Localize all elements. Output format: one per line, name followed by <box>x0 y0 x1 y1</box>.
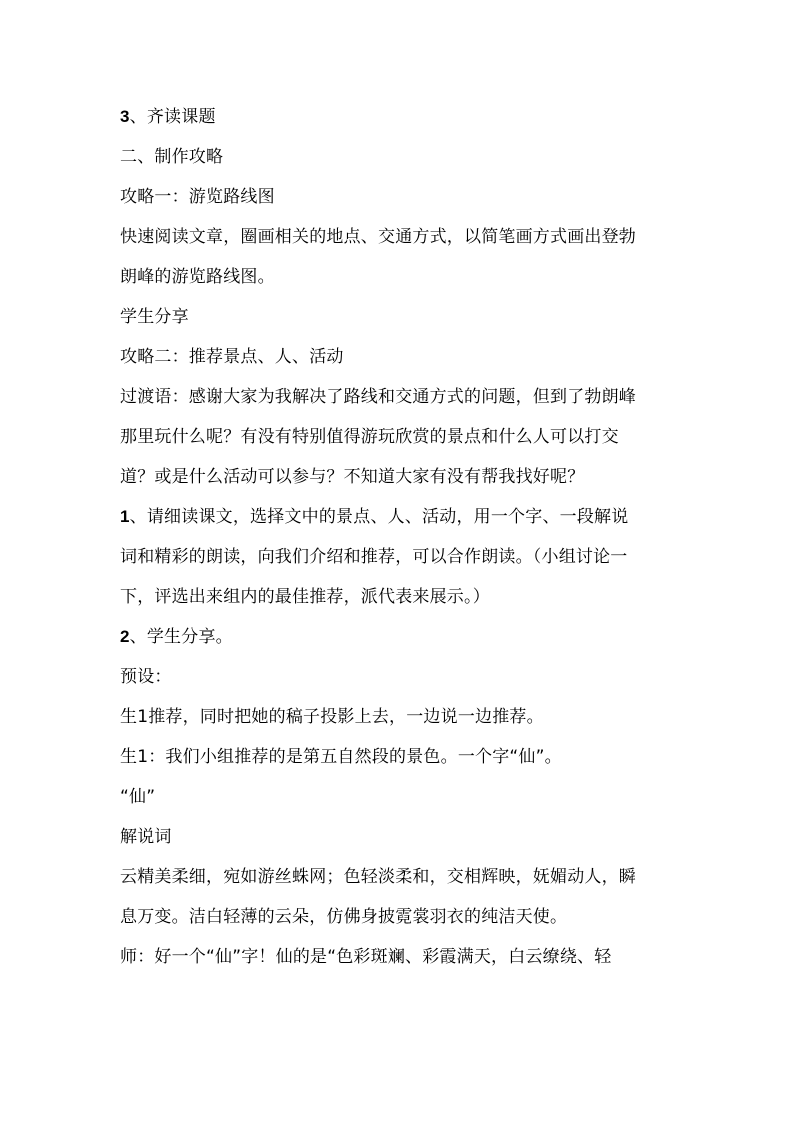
text-line <box>120 380 680 414</box>
text-line <box>120 580 680 614</box>
document-body <box>120 100 680 974</box>
text-line <box>120 700 680 734</box>
list-number: 1 <box>120 507 130 526</box>
text-line <box>120 500 680 534</box>
line-text: 师：好一个“仙”字！仙的是“色彩斑斓、彩霞满天，白云缭绕、轻 <box>120 947 612 967</box>
line-text: 道？或是什么活动可以参与？不知道大家有没有帮我找好呢？ <box>120 467 585 487</box>
text-line <box>120 420 680 454</box>
list-number: 2 <box>120 627 130 646</box>
subsection-heading <box>120 340 680 374</box>
text-line <box>120 660 680 694</box>
text-line <box>120 740 680 774</box>
line-text: 息万变。洁白轻薄的云朵，仿佛身披霓裳羽衣的纯洁天使。 <box>120 907 568 927</box>
text-line <box>120 100 680 134</box>
list-number: 3 <box>120 107 130 126</box>
line-text: 过渡语：感谢大家为我解决了路线和交通方式的问题，但到了勃朗峰 <box>120 387 636 407</box>
line-text: 攻略二：推荐景点、人、活动 <box>120 347 344 367</box>
line-text: 解说词 <box>120 827 172 847</box>
line-text: 二、制作攻略 <box>120 147 224 167</box>
text-line <box>120 260 680 294</box>
line-text: 、请细读课文，选择文中的景点、人、活动，用一个字、一段解说 <box>129 507 629 527</box>
text-line <box>120 900 680 934</box>
line-text: 生1：我们小组推荐的是第五自然段的景色。一个字“仙”。 <box>120 747 562 767</box>
section-heading <box>120 140 680 174</box>
line-text: 、学生分享。 <box>129 627 233 647</box>
text-line <box>120 860 680 894</box>
text-line <box>120 220 680 254</box>
line-text: 朗峰的游览路线图。 <box>120 267 275 287</box>
text-line <box>120 820 680 854</box>
line-text: 学生分享 <box>120 307 189 327</box>
text-line <box>120 780 680 814</box>
line-text: 快速阅读文章，圈画相关的地点、交通方式，以简笔画方式画出登勃 <box>120 227 636 247</box>
line-text: 攻略一：游览路线图 <box>120 187 275 207</box>
line-text: 下，评选出来组内的最佳推荐，派代表来展示。） <box>120 587 490 607</box>
line-text: 生1推荐，同时把她的稿子投影上去，一边说一边推荐。 <box>120 707 544 727</box>
text-line <box>120 460 680 494</box>
text-line <box>120 940 680 974</box>
line-text: 那里玩什么呢？有没有特别值得游玩欣赏的景点和什么人可以打交 <box>120 427 619 447</box>
line-text: 词和精彩的朗读，向我们介绍和推荐，可以合作朗读。（小组讨论一 <box>120 547 628 567</box>
subsection-heading <box>120 180 680 214</box>
line-text: 、齐读课题 <box>129 107 216 127</box>
line-text: “仙” <box>120 787 156 807</box>
text-line <box>120 540 680 574</box>
text-line <box>120 620 680 654</box>
line-text: 预设： <box>120 667 172 687</box>
line-text: 云精美柔细，宛如游丝蛛网；色轻淡柔和，交相辉映，妩媚动人，瞬 <box>120 867 636 887</box>
text-line <box>120 300 680 334</box>
